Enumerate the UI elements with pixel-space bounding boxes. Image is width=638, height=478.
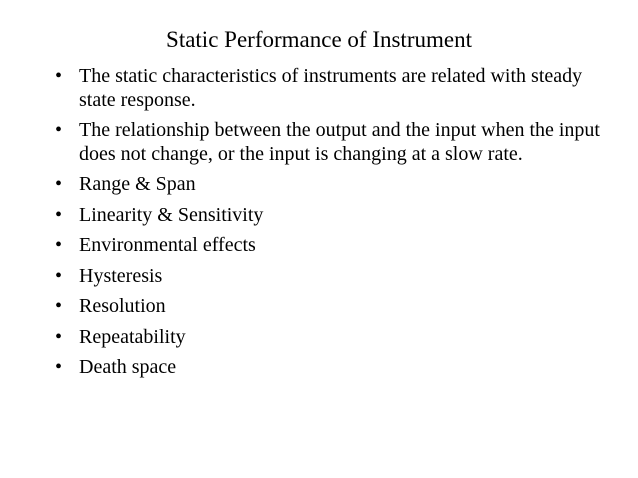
bullet-text: Death space (79, 356, 177, 378)
bullet-item (55, 204, 615, 228)
bullet-item (55, 265, 615, 289)
bullet-item (55, 65, 615, 112)
bullet-item (55, 326, 615, 350)
bullet-text: The relationship between the output and the input when the input does not change, or the input is changing at a slow rate. (79, 119, 600, 165)
bullet-icon: • (55, 65, 63, 87)
bullet-icon: • (55, 325, 63, 348)
bullet-text: Resolution (79, 295, 166, 317)
bullet-text: Repeatability (79, 325, 186, 348)
bullet-item (55, 119, 615, 166)
bullet-icon: • (55, 203, 63, 226)
bullet-text: Environmental effects (79, 234, 256, 256)
bullet-list (55, 65, 615, 387)
bullet-item (55, 356, 615, 380)
bullet-text: The static characteristics of instruments are related with steady state response. (79, 65, 583, 111)
bullet-text: Linearity & Sensitivity (79, 203, 264, 226)
bullet-icon: • (55, 295, 63, 317)
bullet-icon: • (55, 264, 63, 287)
bullet-icon: • (55, 356, 63, 378)
bullet-icon: • (55, 173, 63, 195)
bullet-item (55, 234, 615, 258)
bullet-item (55, 295, 615, 319)
bullet-icon: • (55, 119, 63, 141)
bullet-icon: • (55, 234, 63, 256)
slide-title: Static Performance of Instrument (166, 27, 472, 52)
bullet-item (55, 173, 615, 197)
bullet-text: Range & Span (79, 173, 196, 195)
bullet-text: Hysteresis (79, 264, 163, 287)
